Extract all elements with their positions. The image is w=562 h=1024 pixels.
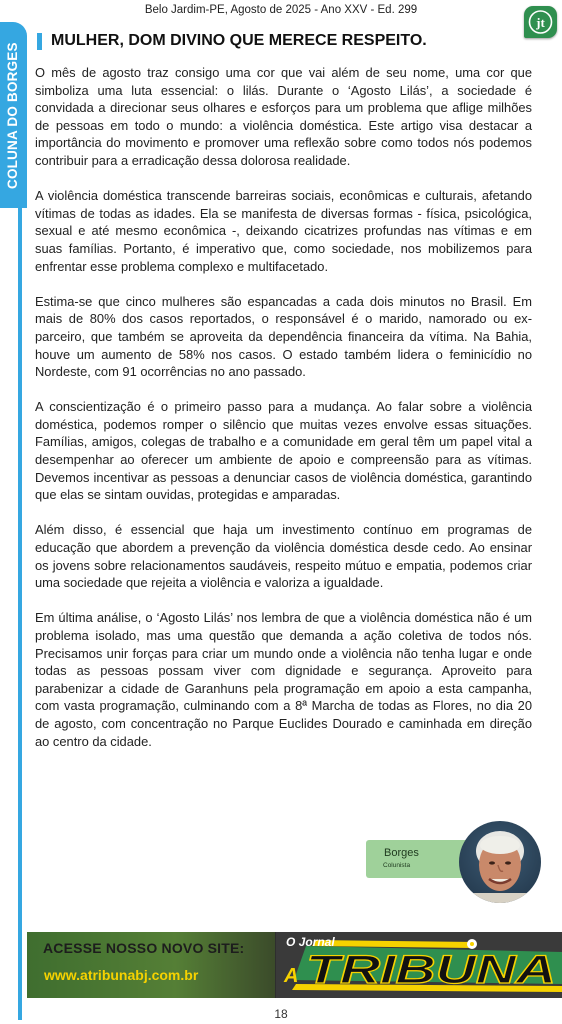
edition-header: Belo Jardim-PE, Agosto de 2025 - Ano XXV - Ed. 299 [144, 4, 418, 16]
banner-cta-text: ACESSE NOSSO NOVO SITE: [43, 940, 245, 956]
article-paragraph: Em última análise, o ‘Agosto Lilás’ nos lembra de que a violência doméstica não é um problema isolado, mas uma questão que demanda a ação coletiva de todos nós. Precisamos unir forças para criar um mundo onde a violência não tenha lugar e onde todas as pessoas possam viver com dignidade e segurança. Aproveito para parabenizar a cidade de Garanhuns pela programação em apoio a esta campanha, com vasta programação, culminando com a 8ª Marcha de todas as Flores, no dia 20 de agosto, com concentração no Parque Euclides Dourado e caminhada em direção ao centro da cidade. [35, 610, 532, 749]
column-side-line [18, 200, 22, 1020]
article-paragraph: Estima-se que cinco mulheres são espancadas a cada dois minutos no Brasil. Em mais de 80% dos casos reportados, o responsável é o marido, namorado ou ex-parceiro, que também se aproveita da dependência financeira da vítima. Na Bahia, houve um aumento de 58% nos casos. O estado também lidera o feminicídio no Nordeste, com 91 ocorrências no ano passado. [35, 293, 532, 380]
author-photo [459, 821, 541, 903]
logo-letters: jt [536, 15, 545, 30]
author-role: Colunista [383, 862, 411, 869]
author-name: Borges [384, 847, 419, 859]
article-title: MULHER, DOM DIVINO QUE MERECE RESPEITO. [51, 32, 427, 49]
article-paragraph: Além disso, é essencial que haja um investimento contínuo em programas de educação que abordem a prevenção da violência doméstica desde cedo. Ao ensinar os jovens sobre relacionamentos saudáveis, respeito mútuo e empatia, podemos criar uma sociedade que rejeita a violência e valoriza a igualdade. [35, 522, 532, 591]
banner-site-link[interactable]: www.atribunabj.com.br [44, 967, 199, 983]
page-number: 18 [274, 1007, 288, 1021]
article-body [35, 64, 532, 768]
tribuna-logo-article: A [284, 965, 299, 987]
article-paragraph: A conscientização é o primeiro passo para a mudança. Ao falar sobre a violência doméstica, podemos romper o silêncio que muitas vezes envolve essas situações. Famílias, amigos, colegas de trabalho e a comunidade em geral têm um papel vital a desempenhar ao oferecer um ambiente de apoio e compreensão para as vítimas. Devemos incentivar as pessoas a denunciar casos de violência doméstica, garantindo que elas se sintam ouvidas, protegidas e amparadas. [35, 399, 532, 503]
tribuna-logo-name: TRIBUNA [306, 948, 556, 992]
article-paragraph: O mês de agosto traz consigo uma cor que vai além de seu nome, uma cor que simboliza uma luta essencial: o lilás. Durante o ‘Agosto Lilás’, a sociedade é convidada a direcionar seus olhares e esforços para um problema que aflige milhões de pessoas em todo o mundo: a violência doméstica. Este artigo visa destacar a importância do movimento e promover uma reflexão sobre como todos nós podemos contribuir para a erradicação dessa dolorosa realidade. [35, 65, 532, 168]
tribuna-logo-kicker: O Jornal [286, 935, 335, 949]
title-accent-bar [37, 33, 42, 50]
article-paragraph: A violência doméstica transcende barreiras sociais, econômicas e culturais, afetando vítimas de todas as idades. Ela se manifesta de diversas formas - física, psicológica, sexual e até mesmo econômica -, deixando cicatrizes profundas nas vítimas e em suas famílias. Portanto, é imperativo que, como sociedade, nos mobilizemos para enfrentar esse problema complexo e multifacetado. [35, 188, 532, 274]
column-label: COLUNA DO BORGES [5, 42, 20, 190]
tribuna-logo [276, 932, 562, 998]
